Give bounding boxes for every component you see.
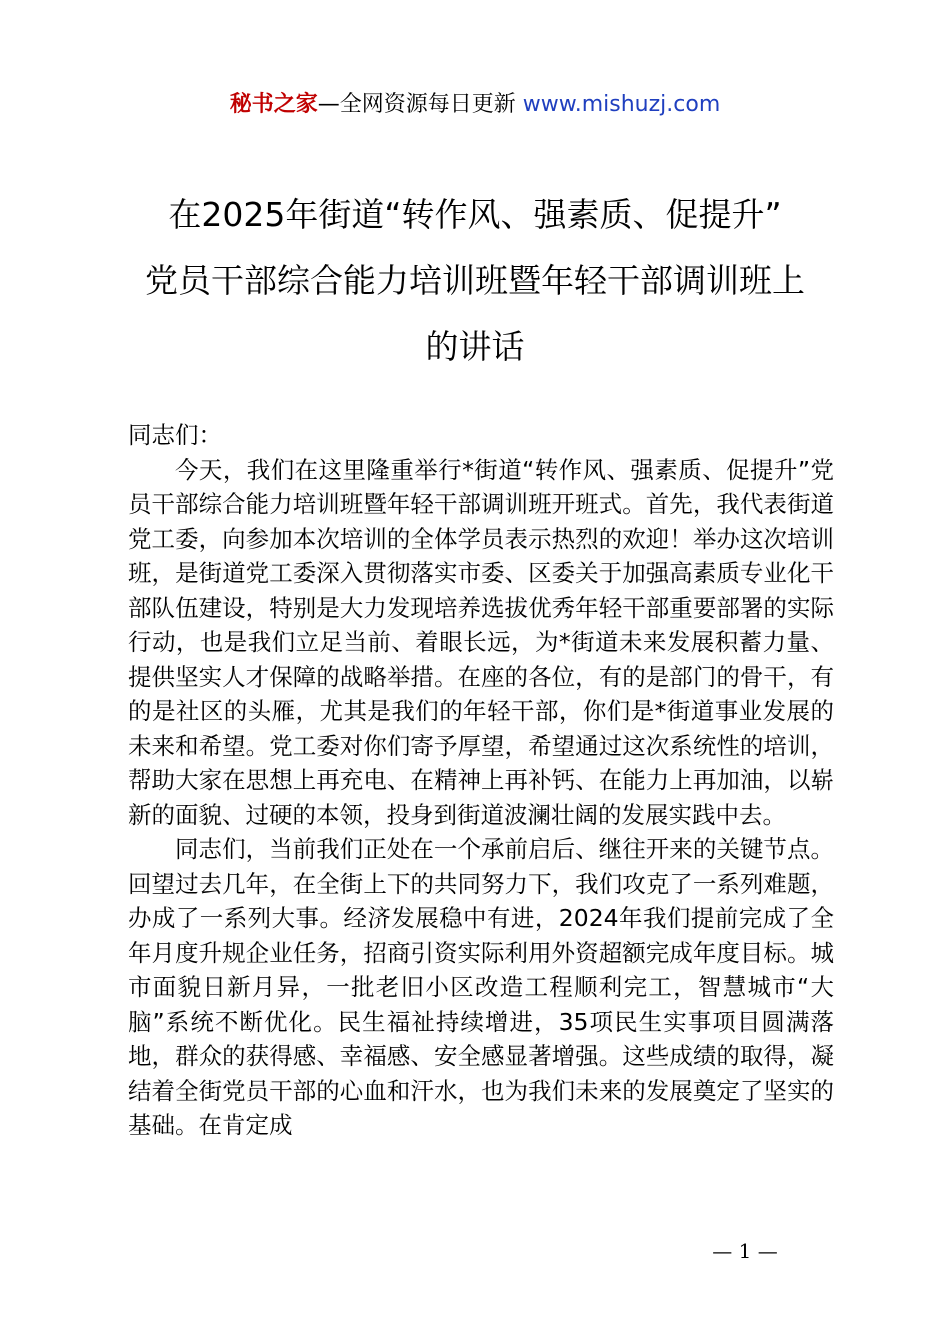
salutation: 同志们： (128, 421, 222, 449)
brand-name: 秘书之家 (229, 92, 318, 117)
paragraph-1: 今天，我们在这里隆重举行*街道“转作风、强素质、促提升”党员干部综合能力培训班暨年轻干部调训班开班式。首先，我代表街道党工委，向参加本次培训的全体学员表示热烈的欢迎！举办这次培训班，是街道党工委深入贯彻落实市委、区委关于加强高素质专业化干部队伍建设，特别是大力发现培养选拔优秀年轻干部重要部署的实际行动，也是我们立足当前、着眼长远，为*街道未来发展积蓄力量、提供坚实人才保障的战略举措。在座的各位，有的是部门的骨干，有的是社区的头雁，尤其是我们的年轻干部，你们是*街道事业发展的未来和希望。党工委对你们寄予厚望，希望通过这次系统性的培训，帮助大家在思想上再充电、在精神上再补钙、在能力上再加油，以崭新的面貌、过硬的本领，投身到街道波澜壮阔的发展实践中去。 (128, 455, 834, 829)
paragraph-2: 同志们，当前我们正处在一个承前启后、继往开来的关键节点。回望过去几年，在全街上下的共同努力下，我们攻克了一系列难题，办成了一系列大事。经济发展稳中有进，2024年我们提前完成了全年月度升规企业任务，招商引资实际利用外资超额完成年度目标。城市面貌日新月异，一批老旧小区改造工程顺利完工，智慧城市“大脑”系统不断优化。民生福祉持续增进，35项民生实事项目圆满落地，群众的获得感、幸福感、安全感显著增强。这些成绩的取得，凝结着全街党员干部的心血和汗水，也为我们未来的发展奠定了坚实的基础。在肯定成 (128, 835, 834, 1139)
site-url-link[interactable]: www.mishuzj.com (522, 92, 721, 117)
site-banner (0, 88, 950, 122)
title-line-3: 的讲话 (425, 327, 525, 366)
speech-body (128, 418, 834, 1143)
title-line-1: 在2025年街道“转作风、强素质、促提升” (168, 195, 782, 234)
document-title (80, 182, 870, 380)
banner-tagline: —全网资源每日更新 (317, 92, 516, 117)
title-line-2: 党员干部综合能力培训班暨年轻干部调训班上 (145, 261, 805, 300)
page-number: — 1 — (712, 1239, 778, 1263)
